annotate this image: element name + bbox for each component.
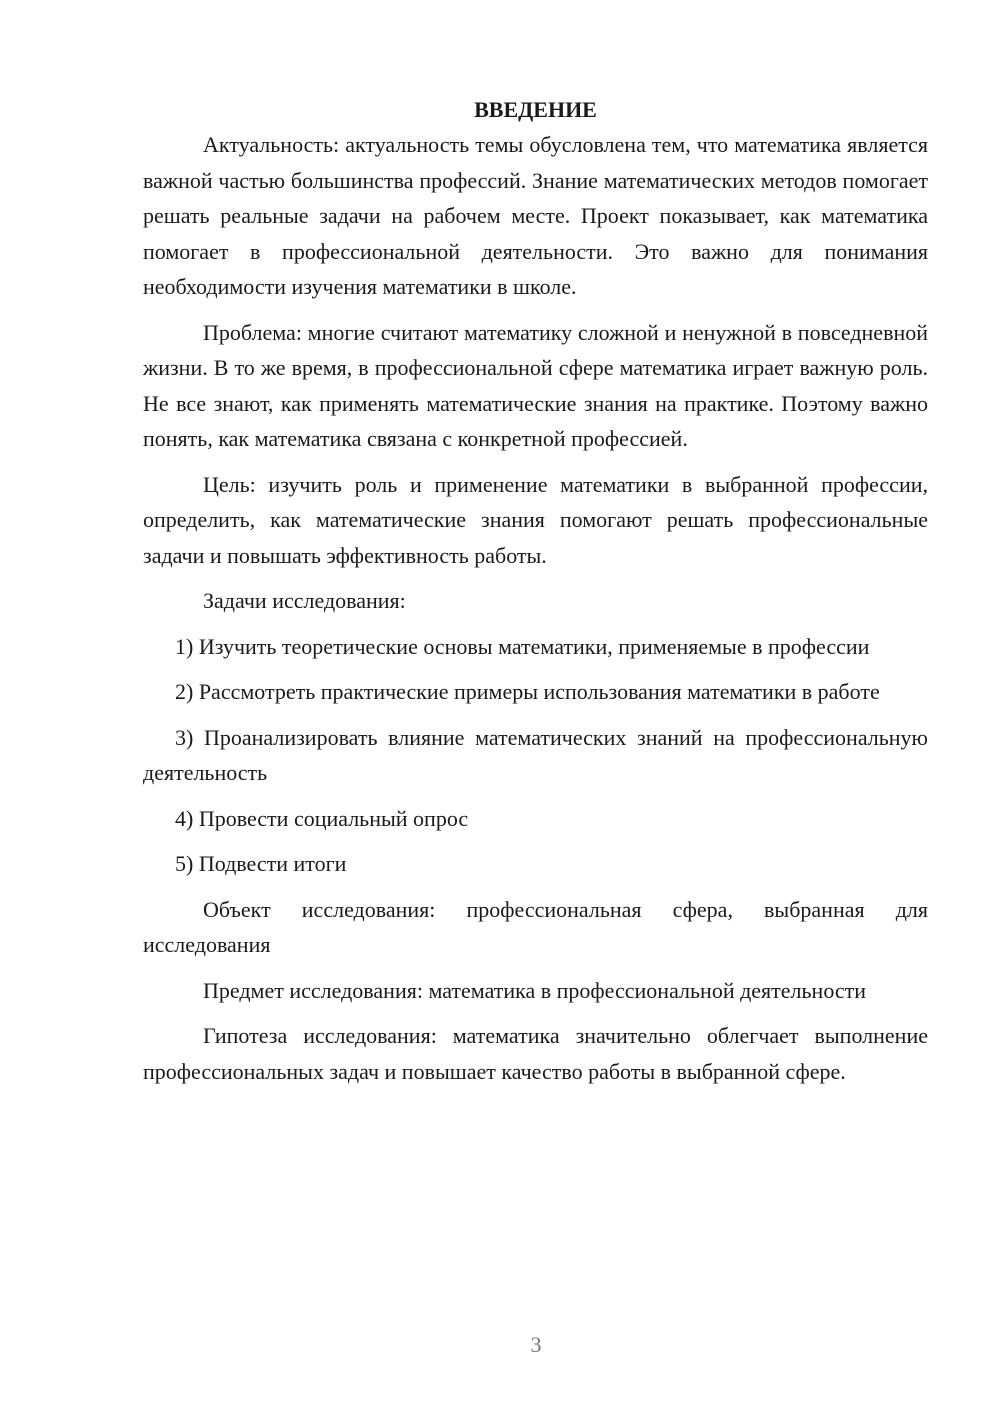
page-number: 3 [530, 1332, 542, 1357]
goal-paragraph: Цель: изучить роль и применение математики в выбранной профессии, определить, как математические знания помогают решать профессиональные задачи и повышать эффективность работы. [143, 471, 928, 568]
task-item-4: 4) Провести социальный опрос [175, 805, 469, 831]
task-item-2: 2) Рассмотреть практические примеры использования математики в работе [175, 679, 880, 704]
hypothesis-paragraph: Гипотеза исследования: математика значительно облегчает выполнение профессиональных задач и повышает качество работы в выбранной сфере. [143, 1023, 928, 1084]
object-paragraph: Объект исследования: профессиональная сфера, выбранная для исследования [143, 896, 928, 957]
task-item-5: 5) Подвести итоги [175, 851, 347, 876]
problem-paragraph: Проблема: многие считают математику сложной и ненужной в повседневной жизни. В то же время, в профессиональной сфере математика играет важную роль. Не все знают, как применять математические знания на практике. Поэтому важно понять, как математика связана с конкретной профессией. [143, 319, 928, 451]
document-page [143, 92, 928, 1099]
tasks-heading: Задачи исследования: [203, 588, 406, 613]
relevance-paragraph: Актуальность: актуальность темы обусловлена тем, что математика является важной частью большинства профессий. Знание математических методов помогает решать реальные задачи на рабочем месте. Проект показывает, как математика помогает в профессиональной деятельности. Это важно для понимания необходимости изучения математики в школе. [143, 132, 928, 299]
subject-paragraph: Предмет исследования: математика в профессиональной деятельности [203, 977, 867, 1003]
task-item-3: 3) Проанализировать влияние математических знаний на профессиональную деятельность [143, 724, 928, 785]
page-title: ВВЕДЕНИЕ [474, 97, 597, 122]
task-item-1: 1) Изучить теоретические основы математики, применяемые в профессии [175, 633, 870, 659]
